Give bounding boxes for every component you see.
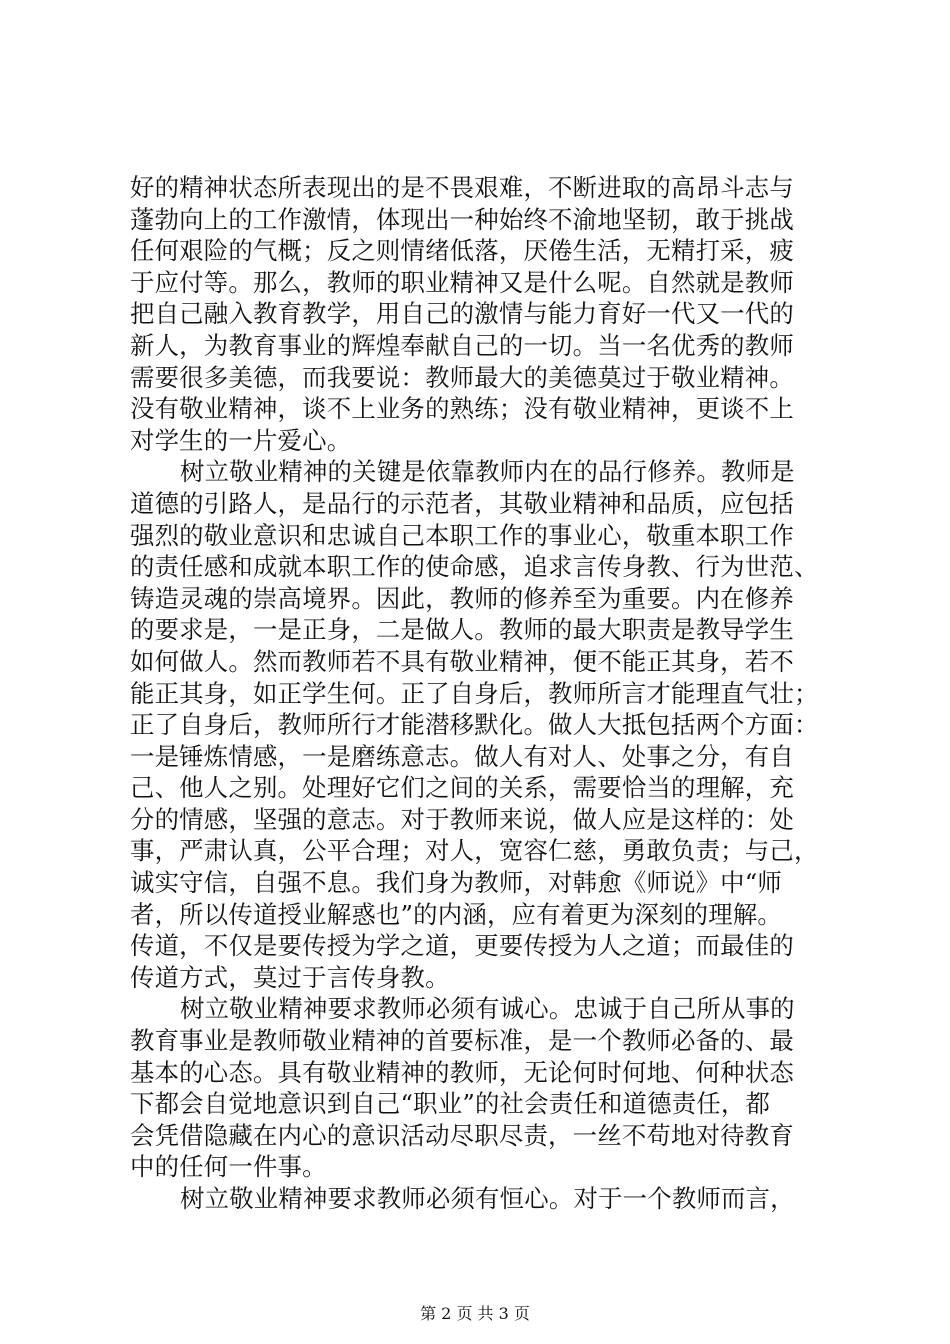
page-footer: 第 2 页 共 3 页: [420, 1304, 530, 1323]
text-line: 树立敬业精神要求教师必须有恒心。对于一个教师而言，: [180, 1184, 795, 1213]
text-line: 一是锤炼情感，一是磨练意志。做人有对人、处事之分，有自: [130, 741, 794, 771]
text-line: 中的任何一件事。: [130, 1152, 327, 1182]
text-line: 树立敬业精神要求教师必须有诚心。忠诚于自己所从事的: [180, 994, 795, 1024]
text-line: 教育事业是教师敬业精神的首要标准，是一个教师必备的、最: [130, 1026, 794, 1056]
text-line: 任何艰险的气概；反之则情绪低落，厌倦生活，无精打采，疲: [130, 236, 794, 266]
text-line: 能正其身，如正学生何。正了自身后，教师所言才能理直气壮；: [130, 678, 819, 708]
text-line: 铸造灵魂的崇高境界。因此，教师的修养至为重要。内在修养: [130, 583, 794, 613]
text-line: 强烈的敬业意识和忠诚自己本职工作的事业心，敬重本职工作: [130, 520, 794, 550]
body-text: [130, 172, 830, 1215]
text-line: 没有敬业精神，谈不上业务的熟练；没有敬业精神，更谈不上: [130, 394, 794, 424]
text-line: 把自己融入教育教学，用自己的激情与能力育好一代又一代的: [130, 299, 794, 329]
text-line: 蓬勃向上的工作激情，体现出一种始终不渝地坚韧，敢于挑战: [130, 204, 794, 234]
text-line: 好的精神状态所表现出的是不畏艰难，不断进取的高昂斗志与: [130, 173, 794, 202]
text-line: 树立敬业精神的关键是依靠教师内在的品行修养。教师是: [180, 457, 795, 487]
text-line: 正了自身后，教师所行才能潜移默化。做人大抵包括两个方面：: [130, 710, 819, 740]
text-line: 诚实守信，自强不息。我们身为教师，对韩愈《师说》中“师: [130, 868, 783, 898]
text-line: 传道，不仅是要传授为学之道，更要传授为人之道；而最佳的: [130, 931, 794, 961]
text-line: 需要很多美德，而我要说：教师最大的美德莫过于敬业精神。: [130, 362, 794, 392]
text-line: 对学生的一片爱心。: [130, 425, 352, 455]
text-line: 于应付等。那么，教师的职业精神又是什么呢。自然就是教师: [130, 267, 794, 297]
text-line: 分的情感，坚强的意志。对于教师来说，做人应是这样的：处: [130, 804, 794, 834]
text-line: 己、他人之别。处理好它们之间的关系，需要恰当的理解，充: [130, 773, 794, 803]
text-line: 的责任感和成就本职工作的使命感，追求言传身教、行为世范、: [130, 552, 819, 582]
text-line: 基本的心态。具有敬业精神的教师，无论何时何地、何种状态: [130, 1057, 794, 1087]
text-line: 的要求是，一是正身，二是做人。教师的最大职责是教导学生: [130, 615, 794, 645]
text-line: 下都会自觉地意识到自己“职业”的社会责任和道德责任，都: [130, 1089, 771, 1119]
text-line: 者，所以传道授业解惑也”的内涵，应有着更为深刻的理解。: [130, 899, 783, 929]
text-line: 事，严肃认真，公平合理；对人，宽容仁慈，勇敢负责；与己，: [130, 836, 819, 866]
text-line: 会凭借隐藏在内心的意识活动尽职尽责，一丝不苟地对待教育: [130, 1120, 794, 1150]
text-line: 传道方式，莫过于言传身教。: [130, 962, 450, 992]
text-line: 新人，为教育事业的辉煌奉献自己的一切。当一名优秀的教师: [130, 330, 794, 360]
text-line: 道德的引路人，是品行的示范者，其敬业精神和品质，应包括: [130, 488, 794, 518]
text-line: 如何做人。然而教师若不具有敬业精神，便不能正其身，若不: [130, 646, 794, 676]
